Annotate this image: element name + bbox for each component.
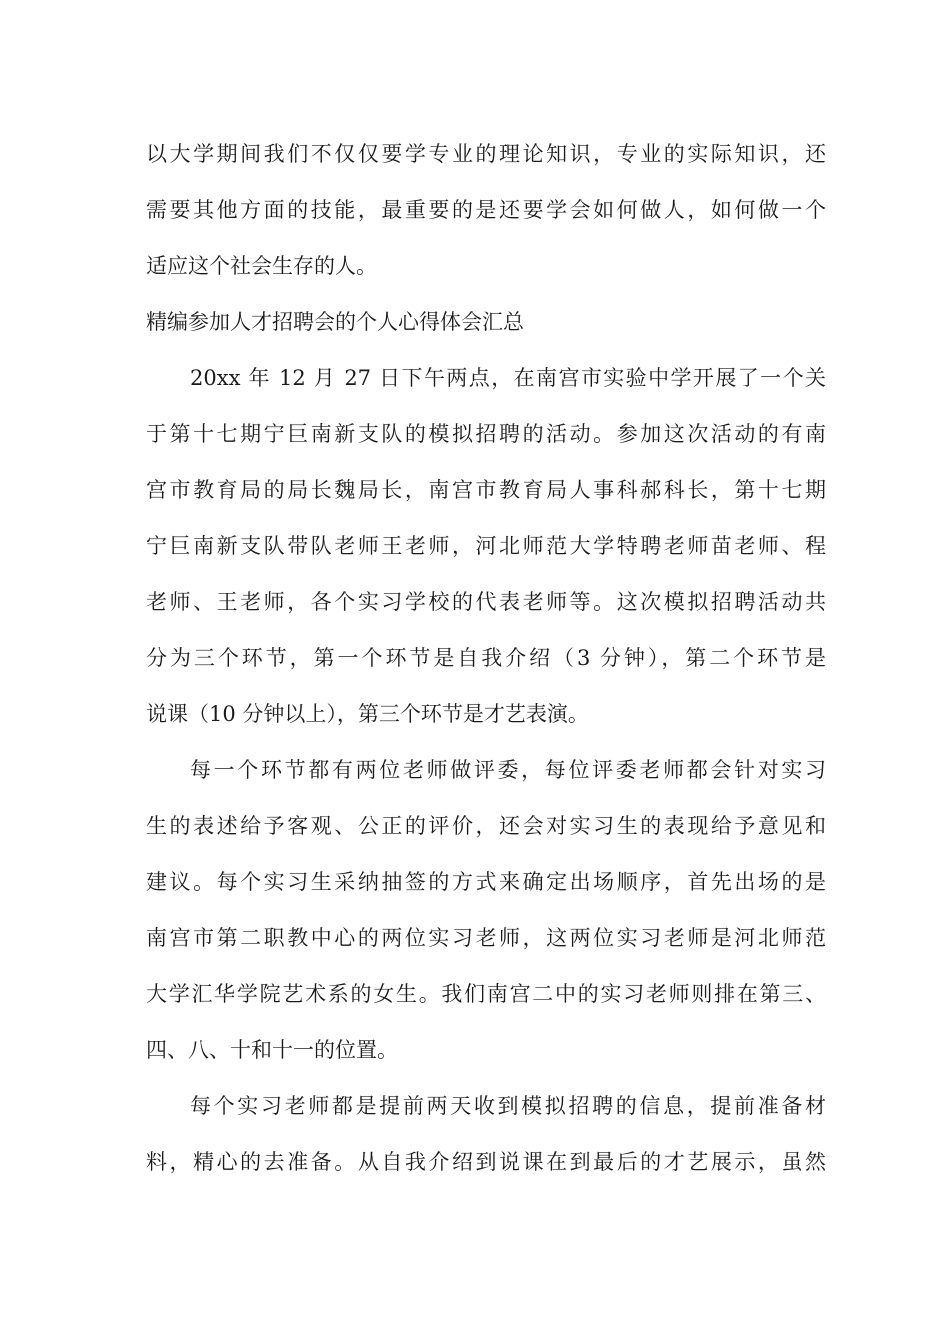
document-body	[146, 126, 826, 1190]
text-line: 需要其他方面的技能，最重要的是还要学会如何做人，如何做一个	[146, 198, 826, 222]
paragraph-2	[146, 742, 826, 1078]
paragraph-1	[146, 350, 826, 742]
paragraph-3	[146, 1078, 826, 1190]
section-title: 精编参加人才招聘会的个人心得体会汇总	[146, 310, 524, 334]
text-line: 分为三个环节，第一个环节是自我介绍（3 分钟），第二个环节是	[146, 646, 826, 670]
paragraph-intro	[146, 126, 826, 294]
text-line: 适应这个社会生存的人。	[146, 254, 377, 278]
text-line: 生的表述给予客观、公正的评价，还会对实习生的表现给予意见和	[146, 814, 826, 838]
text-line: 南宫市第二职教中心的两位实习老师，这两位实习老师是河北师范	[146, 926, 826, 950]
text-line: 大学汇华学院艺术系的女生。我们南宫二中的实习老师则排在第三、	[146, 982, 826, 1006]
text-line: 四、八、十和十一的位置。	[146, 1038, 398, 1062]
text-line: 于第十七期宁巨南新支队的模拟招聘的活动。参加这次活动的有南	[146, 422, 826, 446]
text-line: 以大学期间我们不仅仅要学专业的理论知识，专业的实际知识，还	[146, 142, 826, 166]
text-line: 20xx 年 12 月 27 日下午两点，在南宫市实验中学开展了一个关	[190, 366, 826, 390]
text-line: 宫市教育局的局长魏局长，南宫市教育局人事科郝科长，第十七期	[146, 478, 826, 502]
text-line: 建议。每个实习生采纳抽签的方式来确定出场顺序，首先出场的是	[146, 870, 826, 894]
text-line: 每一个环节都有两位老师做评委，每位评委老师都会针对实习	[190, 758, 826, 782]
text-line: 说课（10 分钟以上），第三个环节是才艺表演。	[146, 702, 589, 726]
text-line: 料，精心的去准备。从自我介绍到说课在到最后的才艺展示，虽然	[146, 1150, 826, 1174]
text-line: 老师、王老师，各个实习学校的代表老师等。这次模拟招聘活动共	[146, 590, 826, 614]
text-line: 每个实习老师都是提前两天收到模拟招聘的信息，提前准备材	[190, 1094, 826, 1118]
text-line: 宁巨南新支队带队老师王老师，河北师范大学特聘老师苗老师、程	[146, 534, 826, 558]
